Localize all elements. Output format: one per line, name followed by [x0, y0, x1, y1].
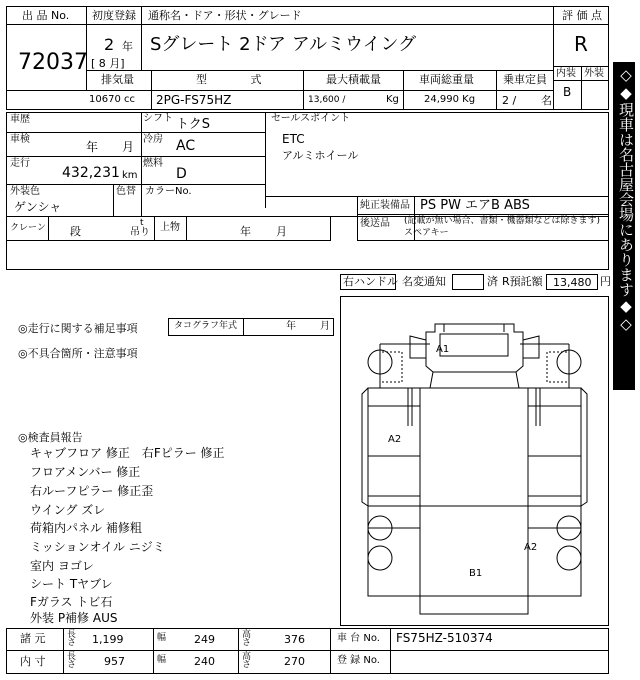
- damage-mark-a2-right: A2: [524, 542, 538, 553]
- shift-label: シフト: [143, 113, 173, 124]
- tacho-year: 年: [286, 321, 296, 332]
- gross-weight-value: 24,990 Kg: [424, 94, 476, 105]
- inspection-year-unit: 年: [86, 140, 99, 154]
- tacho-month: 月: [320, 321, 330, 332]
- capacity-unit: 名: [541, 94, 552, 107]
- shift-value: トクS: [176, 117, 210, 132]
- name-change-box: [452, 274, 484, 290]
- inner-wid-value: 240: [194, 655, 215, 668]
- inspector-label: ◎検査員報告: [18, 431, 83, 444]
- interior-label: 内装: [556, 68, 576, 79]
- inspection-label: 車検: [10, 134, 30, 145]
- grade-label: 通称名・ドア・形状・グレード: [148, 9, 302, 22]
- color-no-label: カラーNo.: [145, 186, 192, 197]
- inspector-line-8: シート Tヤブレ: [30, 577, 113, 591]
- steering-value: 右ハンドル: [343, 275, 398, 288]
- defects-label: ◎不具合箇所・注意事項: [18, 347, 138, 360]
- crane-hang: 吊り: [130, 227, 150, 238]
- outer-wid-label: 幅: [157, 633, 167, 643]
- max-load-label: 最大積載量: [326, 73, 381, 86]
- fuel-label: 燃料: [143, 158, 163, 169]
- chassis-label: 車 台 No.: [337, 633, 380, 644]
- equipment-label: 純正装備品: [360, 200, 410, 211]
- details-frame: [6, 112, 609, 270]
- inspector-line-6: ミッションオイル ニジミ: [30, 540, 165, 554]
- first-reg-year-unit: 年: [122, 40, 133, 53]
- damage-mark-b1: B1: [469, 568, 483, 579]
- grade-text: Sグレート 2ドア アルミウイング: [150, 34, 417, 55]
- exterior-label: 外装: [584, 68, 604, 79]
- recycle-amount: 13,480: [553, 276, 592, 289]
- reg-label: 登 録 No.: [337, 655, 380, 666]
- later-items: スペアキー: [404, 228, 449, 238]
- outer-hgt-label: 高さ: [242, 630, 252, 648]
- model-label: 型 式: [196, 73, 282, 86]
- ac-value: AC: [176, 138, 196, 154]
- outer-len-value: 1,199: [92, 633, 124, 646]
- inner-hgt-value: 270: [284, 655, 305, 668]
- inspector-line-1: キャブフロア 修正 右Fピラー 修正: [30, 446, 225, 460]
- damage-mark-a1: A1: [436, 344, 450, 355]
- inspector-line-9: Fガラス トビ石: [30, 595, 113, 609]
- recycle-yen: 円: [600, 275, 611, 288]
- inspector-line-3: 右ルーフピラー 修正歪: [30, 484, 154, 498]
- sales-points-label: セールスポイント: [271, 113, 351, 124]
- inspector-line-7: 室内 ヨゴレ: [30, 559, 94, 573]
- mileage-value: 432,231: [62, 165, 120, 181]
- lot-label: 出 品 No.: [22, 9, 70, 22]
- fuel-value: D: [176, 166, 187, 182]
- mileage-unit: km: [122, 170, 138, 181]
- mileage-label: 走行: [10, 158, 30, 169]
- history-label: 車歴: [10, 114, 30, 125]
- outer-dims-label: 諸 元: [20, 632, 46, 645]
- damage-mark-a2-left: A2: [388, 434, 402, 445]
- inspector-line-2: フロアメンバー 修正: [30, 465, 141, 479]
- later-label: 後送品: [360, 218, 390, 229]
- first-reg-month: [ 8 月]: [91, 57, 125, 70]
- max-load-value: 13,600 /: [308, 95, 346, 105]
- capacity-value: 2 /: [502, 94, 517, 107]
- inner-len-label: 長さ: [67, 652, 77, 670]
- displacement-label: 排気量: [101, 73, 134, 86]
- chassis-value: FS75HZ-510374: [396, 631, 493, 645]
- upper-year: 年: [240, 225, 251, 238]
- driving-notes-label: ◎走行に関する補足事項: [18, 322, 138, 335]
- exterior-color-value: ゲンシャ: [14, 200, 62, 214]
- inspector-line-5: 荷箱内パネル 補修粗: [30, 521, 142, 535]
- upper-month: 月: [276, 225, 287, 238]
- recycle-seal: 済: [487, 275, 498, 288]
- truck-diagram: [340, 296, 609, 626]
- name-change-label: 名変通知: [402, 275, 446, 288]
- later-note: (記載が無い場合、書類・機器類などは除きます): [404, 216, 601, 226]
- max-load-unit: Kg: [386, 94, 399, 105]
- inspection-month-unit: 月: [122, 140, 135, 154]
- lot-number: 72037: [18, 50, 88, 75]
- capacity-label: 乗車定員: [503, 73, 547, 86]
- outer-wid-value: 249: [194, 633, 215, 646]
- model-value: 2PG-FS75HZ: [156, 93, 232, 107]
- interior-score: B: [563, 85, 572, 99]
- tacho-label: タコグラフ年式: [174, 321, 238, 331]
- inner-hgt-label: 高さ: [242, 652, 252, 670]
- sales-point-1: ETC: [282, 132, 305, 146]
- crane-t: t: [140, 218, 144, 228]
- upper-label: 上物: [160, 222, 180, 233]
- recycle-label: R預託額: [502, 275, 543, 288]
- exterior-color-label: 外装色: [10, 186, 40, 197]
- inspector-line-4: ウイング ズレ: [30, 503, 106, 517]
- gross-weight-label: 車両総重量: [419, 73, 474, 86]
- displacement-value: 10670 cc: [89, 94, 135, 105]
- ac-label: 冷房: [143, 134, 163, 145]
- outer-len-label: 長さ: [67, 630, 77, 648]
- first-reg-label: 初度登録: [92, 9, 136, 22]
- venue-banner-text: ◇◆現車は名古屋会場にあります◆◇: [617, 66, 635, 333]
- first-reg-year: 2: [104, 35, 115, 54]
- color-code-label: 色替: [116, 186, 136, 197]
- inspector-line-10: 外装 P補修 AUS: [30, 611, 118, 625]
- inner-wid-label: 幅: [157, 655, 167, 665]
- sales-point-2: アルミホイール: [282, 149, 359, 162]
- inner-dims-label: 内 寸: [20, 655, 46, 668]
- outer-hgt-value: 376: [284, 633, 305, 646]
- score-value: R: [574, 32, 588, 56]
- venue-banner: [613, 62, 635, 390]
- crane-label: クレーン: [10, 223, 46, 233]
- equipment-value: PS PW エアB ABS: [420, 198, 530, 213]
- crane-stage: 段: [70, 225, 81, 238]
- score-label: 評 価 点: [562, 9, 602, 22]
- inner-len-value: 957: [104, 655, 125, 668]
